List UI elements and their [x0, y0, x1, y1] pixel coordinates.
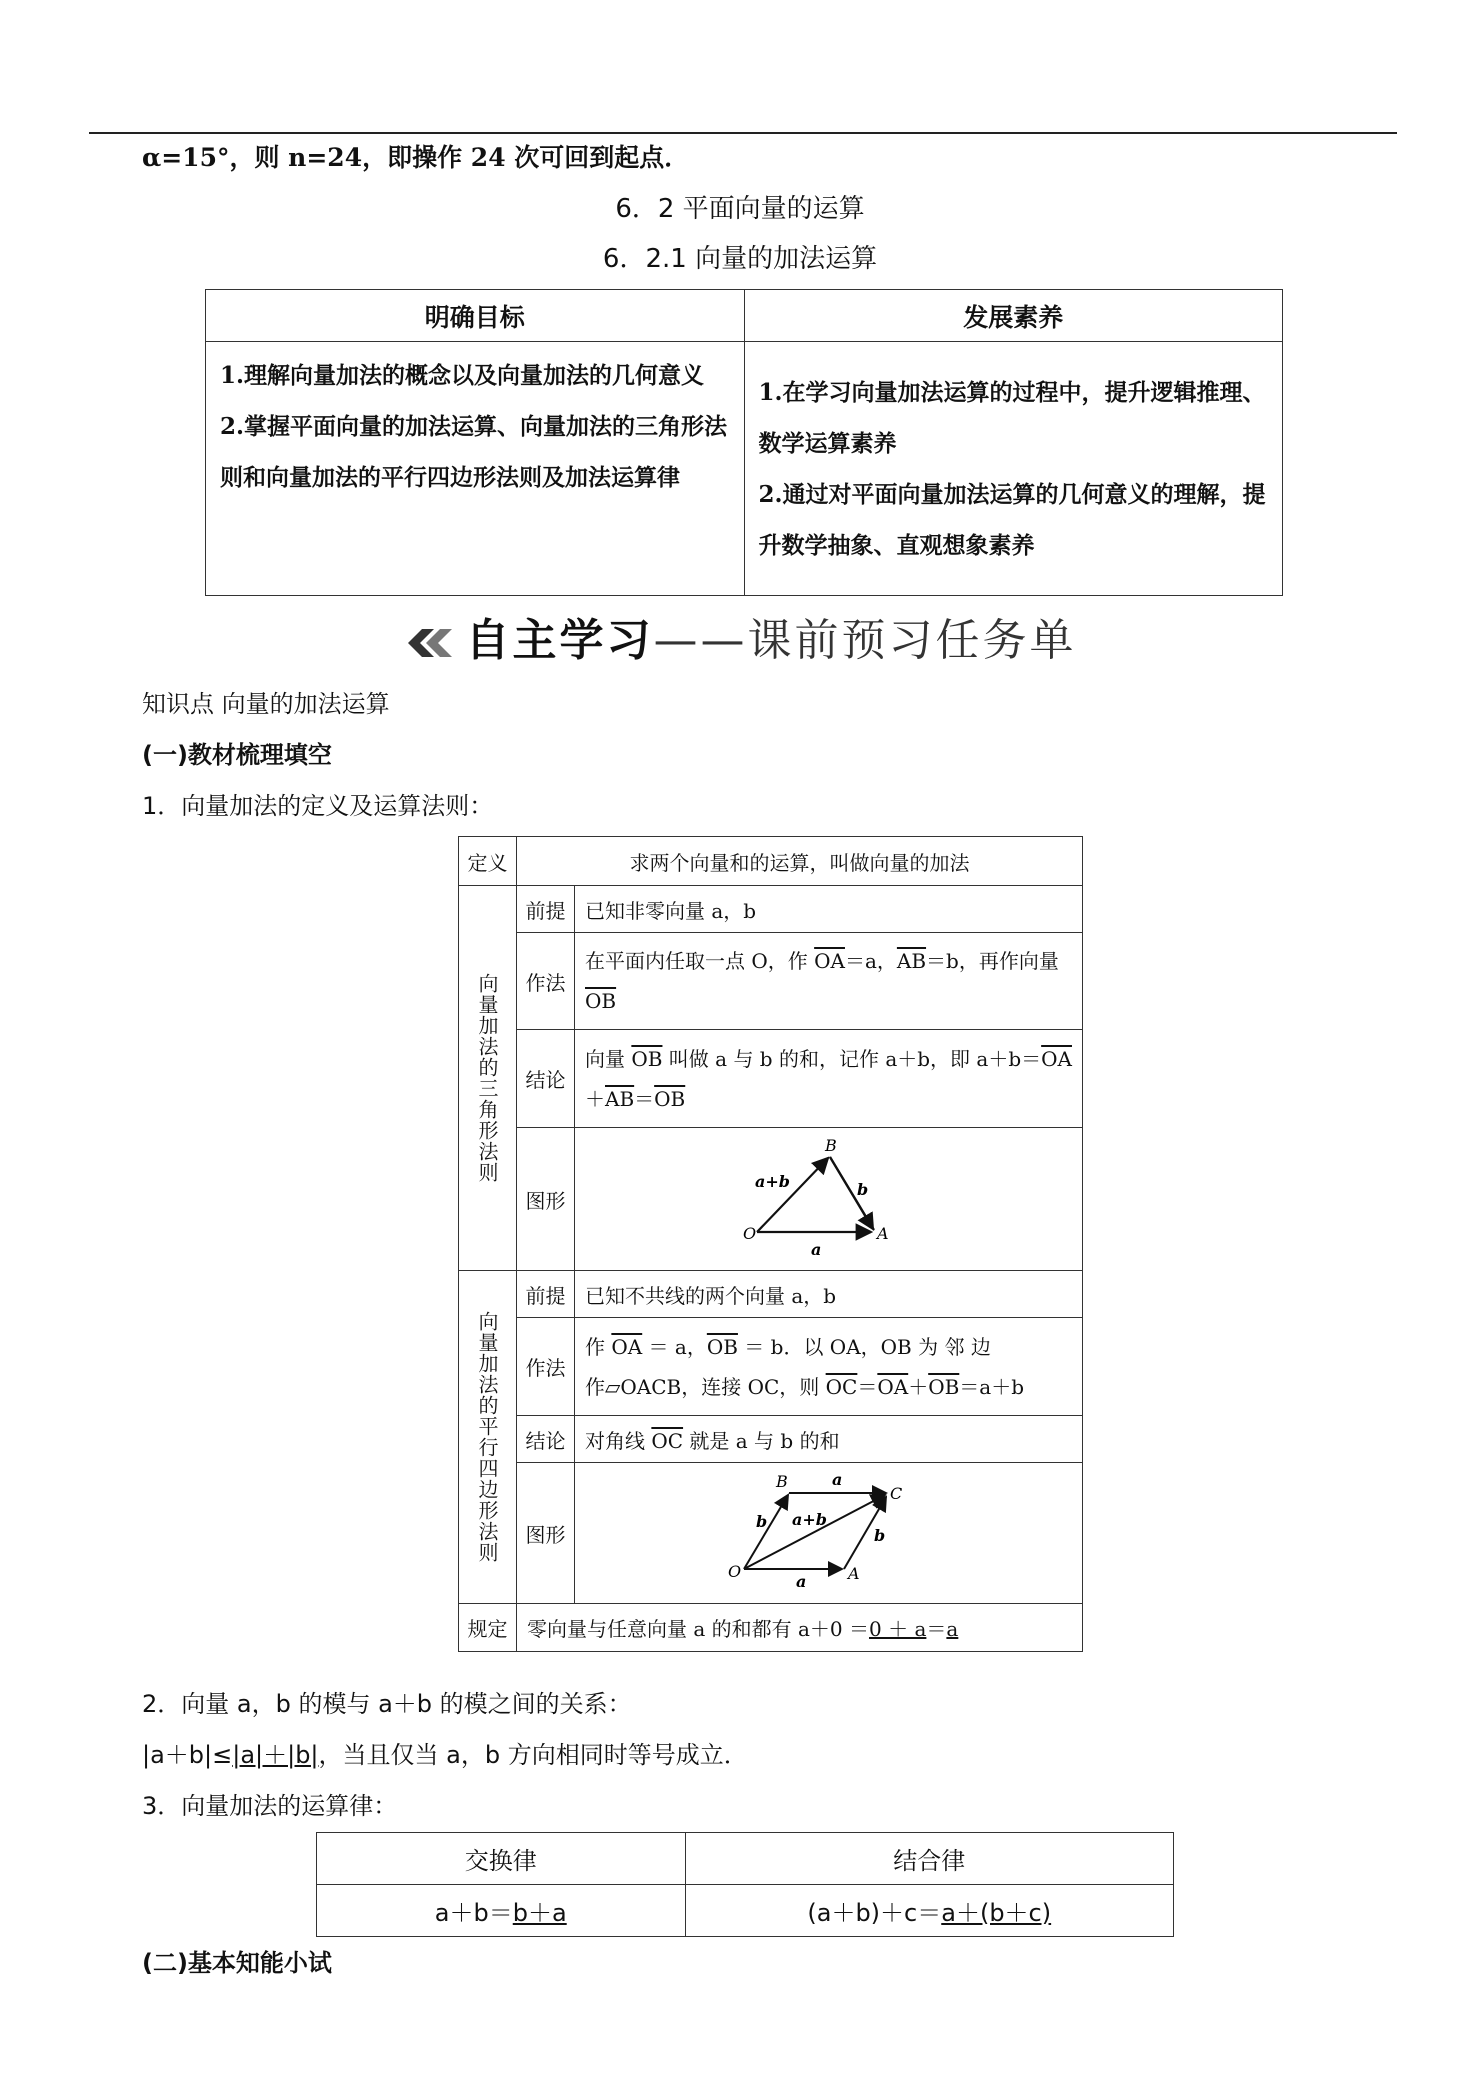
goal-left-1: 1.理解向量加法的概念以及向量加法的几何意义 — [220, 362, 705, 389]
par-premise-label: 前提 — [517, 1271, 575, 1318]
part1-heading: (一)教材梳理填空 — [142, 741, 332, 769]
tri-point-A: A — [876, 1223, 889, 1243]
par-point-C: C — [889, 1483, 902, 1503]
goals-header-right: 发展素养 — [744, 290, 1283, 342]
tri-label-ab: a+b — [754, 1171, 790, 1191]
item3-heading: 3．向量加法的运算律： — [142, 1792, 398, 1820]
goal-left-2: 2.掌握平面向量的加法运算、向量加法的三角形法则和向量加法的平行四边形法则及加法运算律 — [220, 413, 728, 491]
parallelogram-rule-label: 向量加法的平行四边形法则 — [459, 1271, 517, 1604]
tri-premise-text: 已知非零向量 a，b — [575, 886, 1083, 933]
par-method-text: 作 $\overline{OA} = a$，$\overline{OB} = b$．以 OA，OB 为 邻 边 作▱OACB，连接 OC，则 $\overline{OC}=\overline{OA}+\overline{OB}=a+b$ — [575, 1318, 1083, 1416]
par-label-a-top: a — [831, 1469, 842, 1489]
tri-label-b: b — [856, 1179, 868, 1199]
par-point-O: O — [727, 1561, 741, 1581]
law-commutative: a＋b＝b＋a — [317, 1885, 686, 1937]
section-banner — [0, 604, 1480, 668]
item2-text: |a＋b|≤|a|＋|b|，当且仅当 a，b 方向相同时等号成立． — [142, 1741, 748, 1769]
def-text: 求两个向量和的运算，叫做向量的加法 — [517, 837, 1083, 886]
tri-conclusion-text: 向量 $\overline{OB}$ 叫做 a 与 b 的和，记作 a＋b，即 $a+b=\overline{OA}+\overline{AB}=\overline{OB}$ — [575, 1030, 1083, 1128]
par-conclusion-label: 结论 — [517, 1416, 575, 1463]
triangle-diagram — [719, 1133, 939, 1261]
def-label: 定义 — [459, 837, 517, 886]
item2-heading: 2．向量 a，b 的模与 a＋b 的模之间的关系： — [142, 1690, 632, 1718]
knowledge-point: 知识点 向量的加法运算 — [142, 690, 390, 718]
tri-method-label: 作法 — [517, 933, 575, 1030]
definition-table — [458, 836, 1083, 1652]
law-associative: (a＋b)＋c＝a＋(b＋c) — [685, 1885, 1174, 1937]
tri-premise-label: 前提 — [517, 886, 575, 933]
par-premise-text: 已知不共线的两个向量 a，b — [575, 1271, 1083, 1318]
laws-table — [316, 1832, 1174, 1937]
section-subtitle: 6．2.1 向量的加法运算 — [602, 244, 878, 274]
par-label-a-bottom: a — [795, 1571, 806, 1591]
par-figure-cell — [575, 1463, 1083, 1604]
part2-heading: (二)基本知能小试 — [142, 1949, 332, 1977]
law-header-associative: 结合律 — [685, 1833, 1174, 1885]
tri-label-a: a — [810, 1239, 821, 1259]
par-conclusion-text: 对角线 $\overline{OC}$ 就是 a 与 b 的和 — [575, 1416, 1083, 1463]
par-figure-label: 图形 — [517, 1463, 575, 1604]
triangle-rule-label: 向量加法的三角形法则 — [459, 886, 517, 1271]
banner-main: 自主学习 — [465, 615, 654, 666]
par-method-label: 作法 — [517, 1318, 575, 1416]
section-title: 6．2 平面向量的运算 — [615, 194, 865, 224]
intro-line: α=15°，则 n=24，即操作 24 次可回到起点． — [142, 143, 690, 172]
tri-method-text: 在平面内任取一点 O，作 $\overline{OA}=a$，$\overline{AB}=b$，再作向量$\overline{OB}$ — [575, 933, 1083, 1030]
item1-heading: 1．向量加法的定义及运算法则： — [142, 792, 494, 820]
rule-label: 规定 — [459, 1604, 517, 1652]
par-label-b-right: b — [873, 1525, 885, 1545]
goal-right-1: 1.在学习向量加法运算的过程中，提升逻辑推理、数学运算素养 — [758, 378, 1266, 457]
par-point-B: B — [775, 1471, 788, 1491]
tri-point-O: O — [742, 1223, 756, 1243]
banner-dash: —— — [653, 615, 748, 666]
par-label-b-left: b — [755, 1511, 767, 1531]
goals-right-cell — [744, 342, 1283, 596]
tri-conclusion-label: 结论 — [517, 1030, 575, 1128]
tri-point-B: B — [824, 1135, 837, 1155]
par-point-A: A — [847, 1563, 860, 1583]
parallelogram-diagram — [714, 1467, 944, 1595]
banner-logo-icon — [404, 624, 458, 662]
tri-figure-label: 图形 — [517, 1128, 575, 1271]
goals-left-cell — [206, 342, 745, 596]
banner-sub: 课前预习任务单 — [747, 615, 1077, 666]
top-rule — [89, 132, 1397, 134]
law-header-commutative: 交换律 — [317, 1833, 686, 1885]
rule-text: 零向量与任意向量 a 的和都有 a＋0 ＝0 ＋ a＝a — [517, 1604, 1083, 1652]
tri-vector-ab — [754, 1158, 828, 1232]
goals-table — [205, 289, 1283, 596]
goal-right-2: 2.通过对平面向量加法运算的几何意义的理解，提升数学抽象、直观想象素养 — [758, 480, 1266, 559]
par-label-ab: a+b — [791, 1509, 827, 1529]
goals-header-left: 明确目标 — [206, 290, 745, 342]
tri-figure-cell — [575, 1128, 1083, 1271]
